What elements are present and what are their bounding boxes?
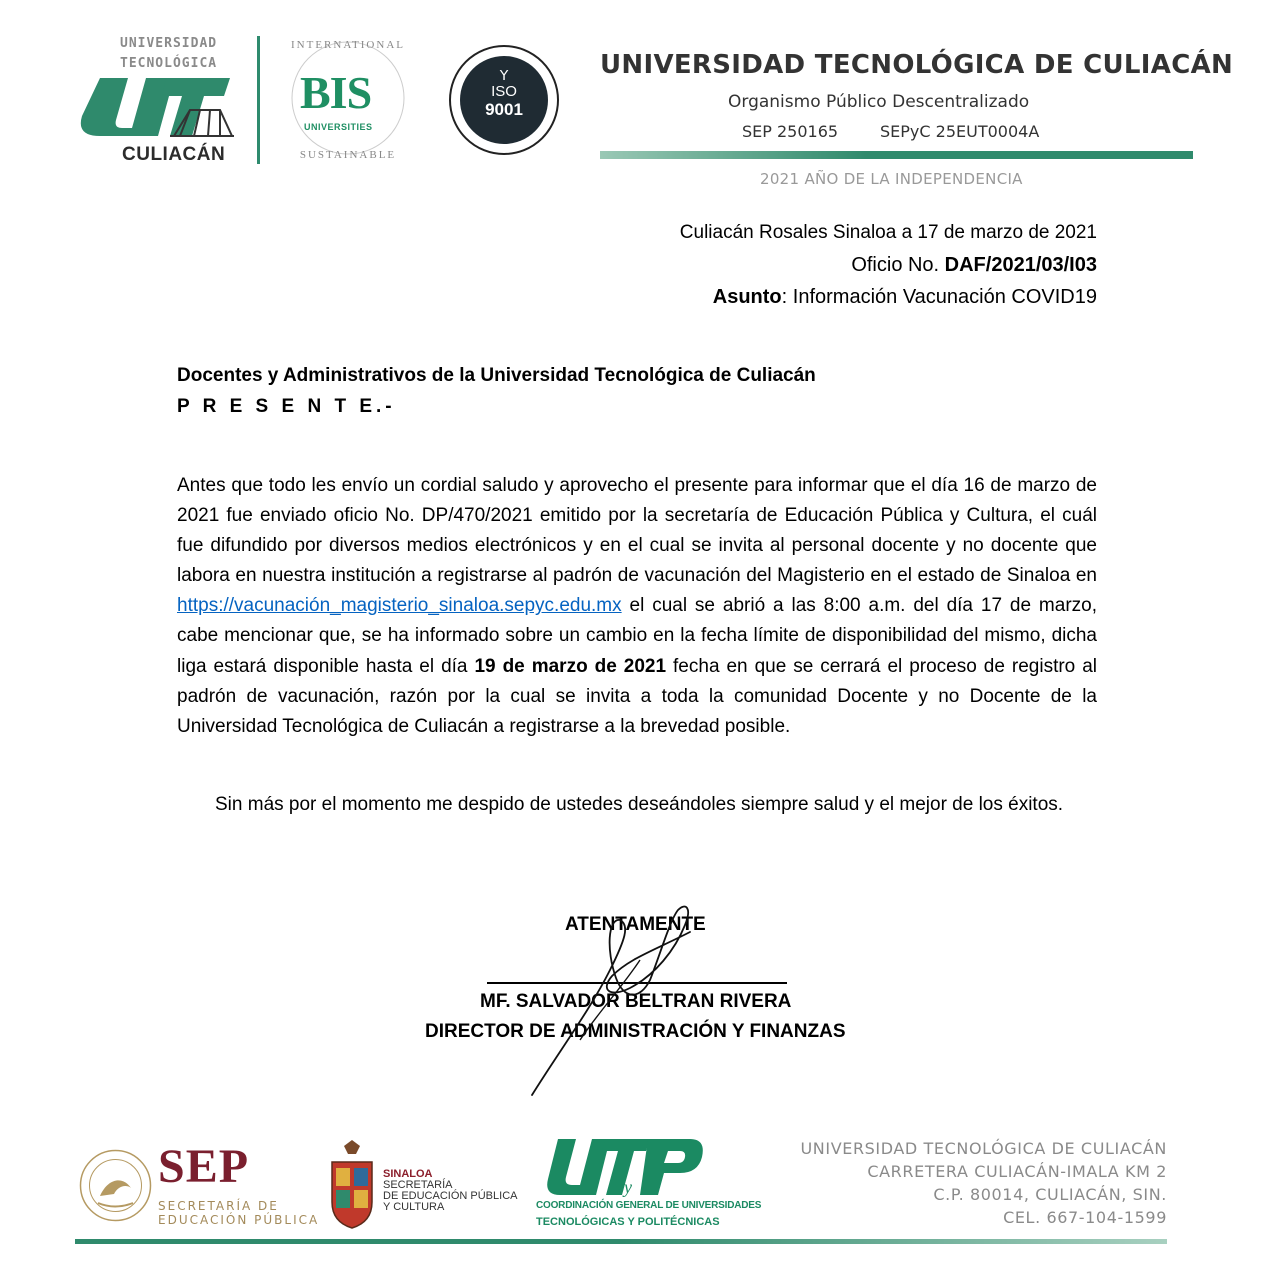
ut-culiacan-logo [70,30,240,170]
signer-title: DIRECTOR DE ADMINISTRACIÓN Y FINANZAS [425,1021,846,1042]
closing-paragraph: Sin más por el momento me despido de ustedes deseándoles siempre salud y el mejor de los éxitos. [215,794,1064,815]
atentamente: ATENTAMENTE [565,914,706,935]
year-motto: 2021 AÑO DE LA INDEPENDENCIA [760,170,1023,188]
asunto-text: : Información Vacunación COVID19 [781,286,1097,308]
utp-sub2: TECNOLÓGICAS Y POLITÉCNICAS [536,1216,720,1228]
body-text-1: Antes que todo les envío un cordial saludo y aprovecho el presente para informar que el día 16 de marzo de 2021 fue enviado oficio No. DP/470/2021 emitido por la secretaría de Educación Pública y Cultura, el cuál fue difundido por diversos medios electrónicos y en el cual se invita al personal docente y no docente que labora en nuestra institución a registrarse al padrón de vacunación del Magisterio en el estado de Sinaloa en [177,475,1097,587]
svg-text:SUSTAINABLE: SUSTAINABLE [299,149,397,161]
date-line: Culiacán Rosales Sinaloa a 17 de marzo de 2021 [679,222,1097,243]
oficio-label: Oficio No. [851,254,945,276]
footer-color-bar [75,1239,1167,1244]
address-line-2: CARRETERA CULIACÁN-IMALA KM 2 [867,1162,1167,1181]
sepyc-code: SEPyC 25EUT0004A [880,122,1040,141]
ut-logo-mark [70,74,240,144]
institution-name: UNIVERSIDAD TECNOLÓGICA DE CULIACÁN [600,50,1234,80]
header-divider [257,36,260,164]
vaccination-registry-link[interactable]: https://vacunación_magisterio_sinaloa.sepyc.edu.mx [177,595,622,617]
address-line-1: UNIVERSIDAD TECNOLÓGICA DE CULIACÁN [800,1139,1167,1158]
svg-text:INTERNATIONAL: INTERNATIONAL [291,39,405,51]
ut-logo-city: CULIACÁN [122,144,226,165]
sinaloa-line3: Y CULTURA [383,1201,445,1213]
sep-sub2: EDUCACIÓN PÚBLICA [158,1213,320,1227]
asunto-line [713,286,1097,309]
sep-sub1: SECRETARÍA DE [158,1199,279,1213]
sep-code: SEP 250165 [742,122,839,141]
signer-name: MF. SALVADOR BELTRAN RIVERA [480,991,792,1012]
svg-text:y: y [624,1177,632,1197]
header-color-bar [600,151,1193,159]
oficio-number: DAF/2021/03/I03 [944,254,1097,276]
sinaloa-title: SINALOA [383,1168,433,1180]
body-paragraph [177,471,1097,742]
body-text-3: fecha en que se cerrará el proceso de registro al padrón de vacunación, razón por la cual se invita a toda la comunidad Docente y no Docente de la Universidad Tecnológica de Culiacán a registrarse a la brevedad posible. [177,655,1097,737]
organismo-label: Organismo Público Descentralizado [728,92,1030,112]
body-text-2: el cual se abrió a las 8:00 a.m. del día 17 de marzo, cabe mencionar que, se ha informado sobre un cambio en la fecha límite de disponibilidad del mismo, dicha liga estará disponible hasta el día [177,595,1097,677]
presente: P R E S E N T E.- [177,396,396,417]
iso-9001-badge [448,44,560,156]
ut-logo-line1: UNIVERSIDAD [120,36,218,51]
address-line-3: C.P. 80014, CULIACÁN, SIN. [933,1185,1167,1204]
sep-logo-text: SEP [158,1140,250,1193]
handwritten-signature [520,890,720,1100]
mexico-national-seal [78,1148,153,1223]
utp-sub1: COORDINACIÓN GENERAL DE UNIVERSIDADES [536,1200,762,1211]
bis-logo-sub: UNIVERSITIES [304,122,373,132]
iso-label: ISO [491,83,517,100]
address-line-4: CEL. 667-104-1599 [1003,1208,1167,1227]
oficio-line [851,254,1097,277]
sinaloa-line2: DE EDUCACIÓN PÚBLICA [383,1190,518,1202]
bis-universities-logo [278,36,418,161]
asunto-label: Asunto [712,286,782,308]
sinaloa-line1: SECRETARÍA [383,1179,453,1191]
bis-logo-text: BIS [300,67,372,118]
ut-logo-line2: TECNOLÓGICA [120,56,218,71]
deadline-date: 19 de marzo de 2021 [474,655,667,677]
utp-logo-mark [540,1133,710,1203]
sinaloa-shield [326,1138,378,1230]
svg-text:𝖸: 𝖸 [499,67,509,83]
iso-number: 9001 [485,100,523,119]
recipient: Docentes y Administrativos de la Universidad Tecnológica de Culiacán [177,365,816,386]
